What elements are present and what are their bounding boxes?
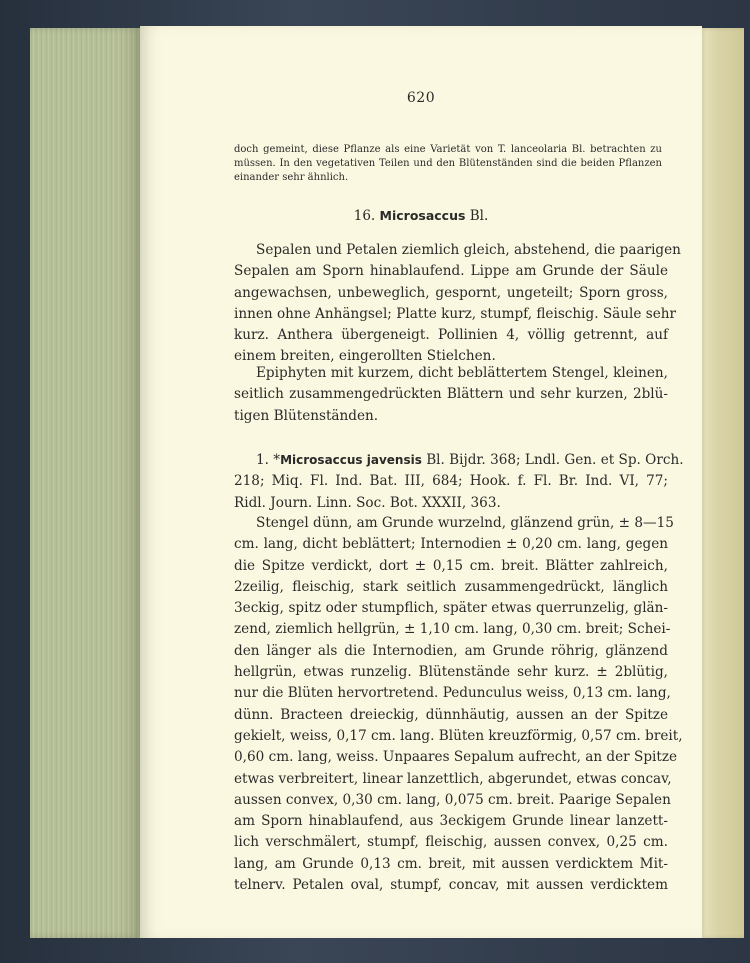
text-line: 2zeilig, fleischig, stark seitlich zusammengedrückt, länglich: [234, 578, 668, 595]
species-description: [234, 513, 683, 896]
species-number: 1. *: [256, 452, 281, 468]
citation-text: Bl. Bijdr. 368; Lndl. Gen. et Sp. Orch.: [421, 452, 684, 468]
citation-line: Ridl. Journ. Linn. Soc. Bot. XXXII, 363.: [234, 494, 501, 511]
book-page: [140, 26, 702, 938]
species-citation: [234, 450, 684, 514]
genus-description: [234, 240, 681, 368]
text-line: 3eckig, spitz oder stumpflich, später etwas querrunzelig, glän-: [234, 600, 668, 617]
text-line: nur die Blüten hervortretend. Pedunculus weiss, 0,13 cm. lang,: [234, 685, 671, 702]
text-line: am Sporn hinablaufend, aus 3eckigem Grunde linear lanzett-: [234, 813, 668, 830]
text-line: Sepalen am Sporn hinablaufend. Lippe am Grunde der Säule: [234, 263, 668, 280]
text-line: aussen convex, 0,30 cm. lang, 0,075 cm. breit. Paarige Sepalen: [234, 791, 671, 808]
text-line: 0,60 cm. lang, weiss. Unpaares Sepalum aufrecht, an der Spitze: [234, 749, 678, 766]
text-line: Stengel dünn, am Grunde wurzelnd, glänzend grün, ± 8—15: [256, 515, 674, 531]
text-line: seitlich zusammengedrückten Blättern und sehr kurzen, 2blü-: [234, 386, 668, 403]
text-line: innen ohne Anhängsel; Platte kurz, stumpf, fleischig. Säule sehr: [234, 305, 677, 322]
footnote-continuation: [234, 143, 662, 185]
text-line: Epiphyten mit kurzem, dicht beblättertem Stengel, kleinen,: [256, 365, 668, 381]
text-line: den länger als die Internodien, am Grunde röhrig, glänzend: [234, 642, 668, 659]
text-line: etwas verbreitert, linear lanzettlich, abgerundet, etwas concav,: [234, 770, 672, 787]
species-name: Microsaccus javensis: [280, 453, 422, 467]
genus-number: 16.: [353, 208, 376, 224]
habit-description: [234, 363, 668, 427]
citation-line: 218; Miq. Fl. Ind. Bat. III, 684; Hook. f. Fl. Br. Ind. VI, 77;: [234, 473, 668, 490]
note-line: doch gemeint, diese Pflanze als eine Varietät von T. lanceolaria Bl. betrachten zu: [234, 144, 662, 155]
genus-heading: [140, 208, 702, 224]
text-line: die Spitze verdickt, dort ± 0,15 cm. breit. Blätter zahlreich,: [234, 557, 668, 574]
page-number: 620: [406, 90, 436, 106]
text-line: Sepalen und Petalen ziemlich gleich, abstehend, die paarigen: [256, 242, 681, 258]
text-line: zend, ziemlich hellgrün, ± 1,10 cm. lang, 0,30 cm. breit; Schei-: [234, 621, 671, 638]
text-line: dünn. Bracteen dreieckig, dünnhäutig, aussen an der Spitze: [234, 706, 668, 723]
citation-line-first: [234, 450, 684, 471]
text-line: lich verschmälert, stumpf, fleischig, aussen convex, 0,25 cm.: [234, 834, 668, 851]
gutter-shadow: [118, 28, 142, 938]
text-line: kurz. Anthera übergeneigt. Pollinien 4, völlig getrennt, auf: [234, 327, 668, 344]
text-line: einem breiten, eingerollten Stielchen.: [234, 348, 496, 365]
text-line: gekielt, weiss, 0,17 cm. lang. Blüten kreuzförmig, 0,57 cm. breit,: [234, 727, 683, 744]
genus-name: Microsaccus: [379, 208, 466, 223]
text-line: telnerv. Petalen oval, stumpf, concav, mit aussen verdicktem: [234, 877, 668, 894]
note-line: müssen. In den vegetativen Teilen und den Blütenständen sind die beiden Pflanzen: [234, 158, 662, 169]
note-line: einander sehr ähnlich.: [234, 172, 349, 183]
genus-author: Bl.: [469, 208, 489, 224]
text-line: lang, am Grunde 0,13 cm. breit, mit aussen verdicktem Mit-: [234, 855, 668, 872]
text-line: tigen Blütenständen.: [234, 407, 379, 424]
text-line: hellgrün, etwas runzelig. Blütenstände sehr kurz. ± 2blütig,: [234, 664, 668, 681]
right-page-edges: [700, 28, 744, 938]
text-line: cm. lang, dicht beblättert; Internodien ± 0,20 cm. lang, gegen: [234, 536, 668, 553]
text-line: angewachsen, unbeweglich, gespornt, ungeteilt; Sporn gross,: [234, 284, 668, 301]
